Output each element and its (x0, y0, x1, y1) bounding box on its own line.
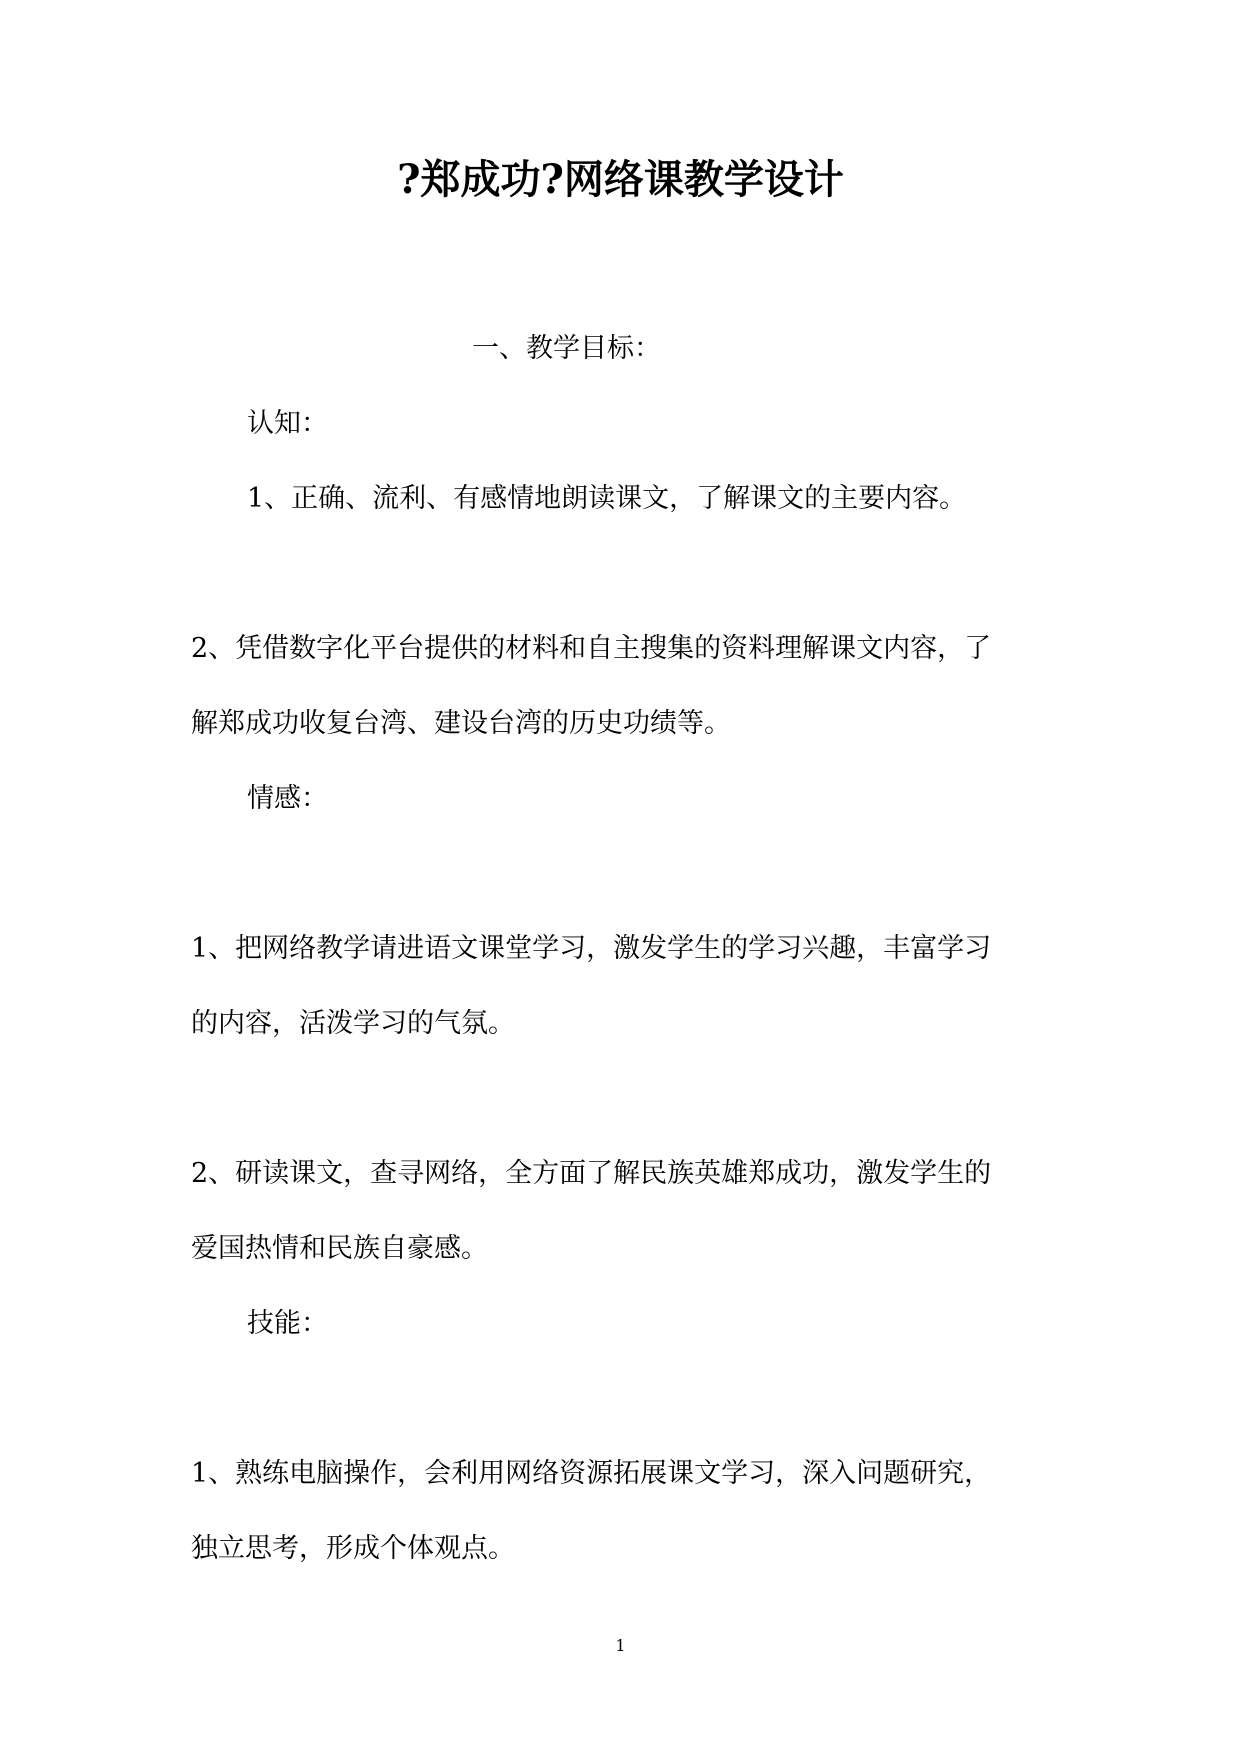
document-title: ?郑成功?网络课教学设计 (397, 156, 844, 203)
skill-item-1-line-1: 1、熟练电脑操作，会利用网络资源拓展课文学习，深入问题研究， (191, 1458, 992, 1489)
cognition-item-2-line-1: 2、凭借数字化平台提供的材料和自主搜集的资料理解课文内容，了 (191, 633, 992, 664)
emotion-item-2-line-2: 爱国热情和民族自豪感。 (191, 1233, 488, 1264)
emotion-item-2-line-1: 2、研读课文，查寻网络，全方面了解民族英雄郑成功，激发学生的 (191, 1158, 992, 1189)
skill-item-1-line-2: 独立思考，形成个体观点。 (191, 1533, 515, 1564)
skill-label: 技能： (247, 1308, 328, 1339)
cognition-item-2-line-2: 解郑成功收复台湾、建设台湾的历史功绩等。 (191, 708, 731, 739)
cognition-label: 认知： (247, 408, 328, 439)
emotion-label: 情感： (247, 783, 328, 814)
emotion-item-1-line-2: 的内容，活泼学习的气氛。 (191, 1008, 515, 1039)
section-heading: 一、教学目标： (472, 333, 661, 364)
cognition-item-1: 1、正确、流利、有感情地朗读课文，了解课文的主要内容。 (247, 483, 967, 514)
emotion-item-1-line-1: 1、把网络教学请进语文课堂学习，激发学生的学习兴趣，丰富学习 (191, 933, 992, 964)
page-number: 1 (615, 1636, 626, 1655)
